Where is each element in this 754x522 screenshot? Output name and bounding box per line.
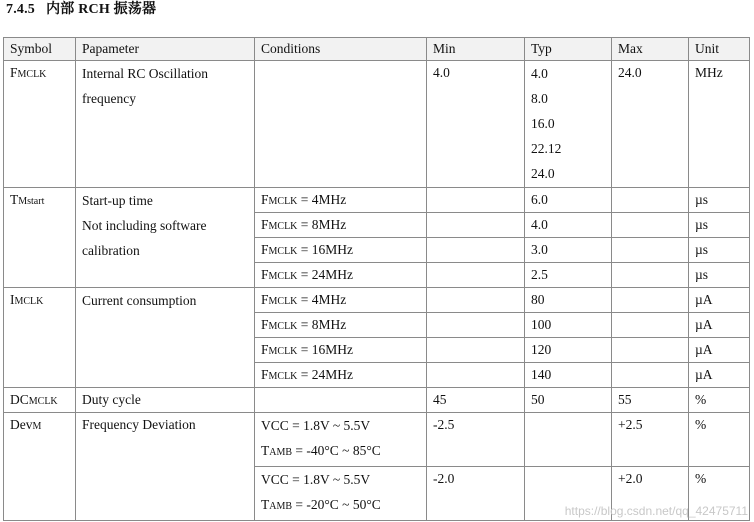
unit-cell: µs xyxy=(689,188,750,213)
max-cell xyxy=(612,238,689,263)
unit-cell: µs xyxy=(689,213,750,238)
max-cell: 24.0 xyxy=(612,61,689,188)
typ-cell: 4.0 xyxy=(525,213,612,238)
section-title: 内部 RCH 振荡器 xyxy=(46,2,157,17)
cond-cell: FMCLK = 8MHz xyxy=(255,213,427,238)
max-cell xyxy=(612,263,689,288)
rch-spec-table xyxy=(3,37,750,521)
cond-cell: VCC = 1.8V ~ 5.5V TAMB = -20°C ~ 50°C xyxy=(255,467,427,521)
table-row xyxy=(4,413,750,467)
cond-cell: FMCLK = 16MHz xyxy=(255,238,427,263)
col-conditions: Conditions xyxy=(255,38,427,61)
cond-cell: FMCLK = 24MHz xyxy=(255,263,427,288)
typ-cell: 80 xyxy=(525,288,612,313)
param-cell: Start-up time Not including software calibration xyxy=(76,188,255,288)
typ-cell: 6.0 xyxy=(525,188,612,213)
symbol-cell: TMstart xyxy=(4,188,76,288)
min-cell xyxy=(427,238,525,263)
unit-cell: % xyxy=(689,388,750,413)
cond-cell xyxy=(255,388,427,413)
typ-cell: 50 xyxy=(525,388,612,413)
min-cell xyxy=(427,213,525,238)
min-cell: 45 xyxy=(427,388,525,413)
unit-cell: µA xyxy=(689,338,750,363)
typ-cell: 4.0 8.0 16.0 22.12 24.0 xyxy=(525,61,612,188)
min-cell xyxy=(427,363,525,388)
table-row xyxy=(4,388,750,413)
max-cell: +2.5 xyxy=(612,413,689,467)
min-cell xyxy=(427,288,525,313)
min-cell: -2.0 xyxy=(427,467,525,521)
min-cell: -2.5 xyxy=(427,413,525,467)
max-cell: +2.0 xyxy=(612,467,689,521)
param-cell: Frequency Deviation xyxy=(76,413,255,521)
unit-cell: % xyxy=(689,413,750,467)
watermark: https://blog.csdn.net/qq_42475711 xyxy=(564,504,748,518)
typ-cell: 100 xyxy=(525,313,612,338)
min-cell xyxy=(427,338,525,363)
col-max: Max xyxy=(612,38,689,61)
min-cell xyxy=(427,188,525,213)
cond-cell xyxy=(255,61,427,188)
symbol-cell: DCMCLK xyxy=(4,388,76,413)
section-heading xyxy=(6,0,156,20)
cond-cell: FMCLK = 16MHz xyxy=(255,338,427,363)
col-symbol: Symbol xyxy=(4,38,76,61)
symbol-cell: FMCLK xyxy=(4,61,76,188)
max-cell xyxy=(612,363,689,388)
col-parameter: Papameter xyxy=(76,38,255,61)
symbol-cell: IMCLK xyxy=(4,288,76,388)
cond-cell: FMCLK = 4MHz xyxy=(255,188,427,213)
cond-cell: VCC = 1.8V ~ 5.5V TAMB = -40°C ~ 85°C xyxy=(255,413,427,467)
unit-cell: MHz xyxy=(689,61,750,188)
col-unit: Unit xyxy=(689,38,750,61)
unit-cell: µs xyxy=(689,238,750,263)
max-cell xyxy=(612,213,689,238)
typ-cell xyxy=(525,413,612,467)
table-row xyxy=(4,288,750,313)
table-row xyxy=(4,61,750,188)
max-cell xyxy=(612,288,689,313)
unit-cell: µA xyxy=(689,363,750,388)
symbol-cell: DevM xyxy=(4,413,76,521)
typ-cell: 140 xyxy=(525,363,612,388)
cond-cell: FMCLK = 4MHz xyxy=(255,288,427,313)
typ-cell: 3.0 xyxy=(525,238,612,263)
max-cell xyxy=(612,188,689,213)
section-number: 7.4.5 xyxy=(6,2,35,17)
table-row xyxy=(4,188,750,213)
typ-cell: 120 xyxy=(525,338,612,363)
col-min: Min xyxy=(427,38,525,61)
min-cell: 4.0 xyxy=(427,61,525,188)
unit-cell: µA xyxy=(689,313,750,338)
param-cell: Current consumption xyxy=(76,288,255,388)
header-row xyxy=(4,38,750,61)
unit-cell: µA xyxy=(689,288,750,313)
max-cell: 55 xyxy=(612,388,689,413)
cond-cell: FMCLK = 8MHz xyxy=(255,313,427,338)
param-cell: Duty cycle xyxy=(76,388,255,413)
min-cell xyxy=(427,313,525,338)
min-cell xyxy=(427,263,525,288)
max-cell xyxy=(612,338,689,363)
col-typ: Typ xyxy=(525,38,612,61)
unit-cell: % xyxy=(689,467,750,521)
cond-cell: FMCLK = 24MHz xyxy=(255,363,427,388)
unit-cell: µs xyxy=(689,263,750,288)
param-cell: Internal RC Oscillation frequency xyxy=(76,61,255,188)
typ-cell: 2.5 xyxy=(525,263,612,288)
max-cell xyxy=(612,313,689,338)
